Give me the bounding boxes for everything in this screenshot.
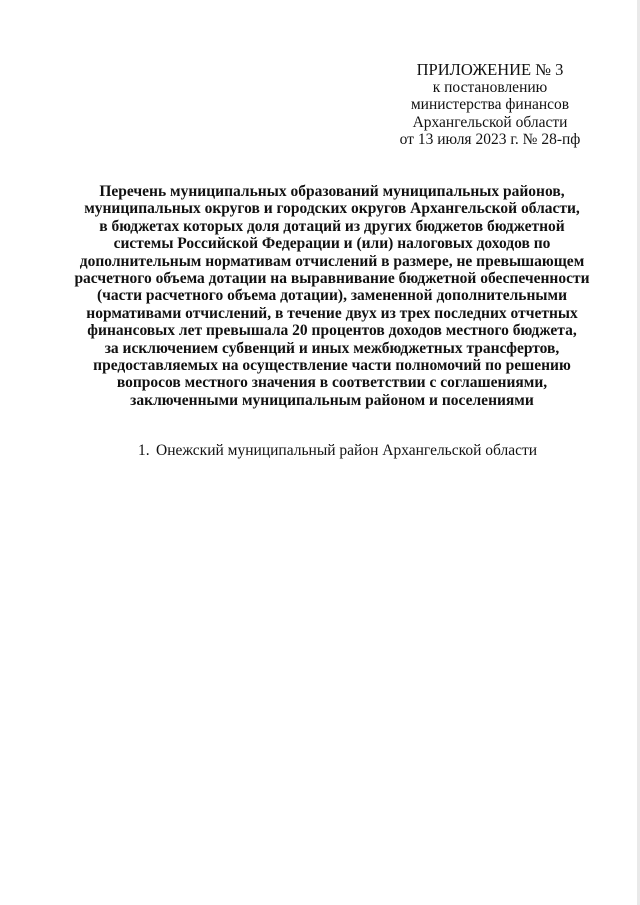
heading-line: (части расчетного объема дотации), замененной дополнительными: [96, 287, 567, 305]
heading-line: вопросов местного значения в соответствии с соглашениями,: [116, 374, 548, 392]
heading-line: системы Российской Федерации и (или) налоговых доходов по: [113, 235, 551, 253]
appendix-title: ПРИЛОЖЕНИЕ № 3: [416, 60, 564, 79]
heading-line: дополнительным нормативам отчислений в размере, не превышающем: [79, 252, 585, 270]
appendix-line-resolution: к постановлению: [432, 78, 548, 96]
heading-line: муниципальных округов и городских округов Архангельской области,: [84, 200, 580, 218]
heading-line: расчетного объема дотации на выравнивание бюджетной обеспеченности: [74, 270, 590, 288]
heading-line: нормативами отчислений, в течение двух из трех последних отчетных: [86, 304, 578, 322]
list-item: [138, 441, 537, 461]
heading-line: в бюджетах которых доля дотаций из других бюджетов бюджетной: [99, 217, 565, 235]
appendix-block: [380, 61, 600, 149]
heading-line: Перечень муниципальных образований муниципальных районов,: [99, 183, 565, 200]
document-heading: [68, 183, 596, 409]
appendix-line-date: от 13 июля 2023 г. № 28-пф: [399, 131, 581, 148]
list-item-number: 1.: [138, 442, 150, 459]
municipality-list: [138, 441, 537, 461]
heading-line: за исключением субвенций и иных межбюджетных трансфертов,: [104, 339, 560, 357]
appendix-line-region: Архангельской области: [412, 113, 568, 131]
heading-line: финансовых лет превышала 20 процентов доходов местного бюджета,: [87, 322, 577, 340]
heading-line: заключенными муниципальным районом и поселениями: [130, 391, 534, 409]
list-item-text: Онежский муниципальный район Архангельской области: [156, 442, 538, 459]
heading-line: предоставляемых на осуществление части полномочий по решению: [93, 357, 571, 375]
appendix-line-ministry: министерства финансов: [410, 96, 570, 113]
